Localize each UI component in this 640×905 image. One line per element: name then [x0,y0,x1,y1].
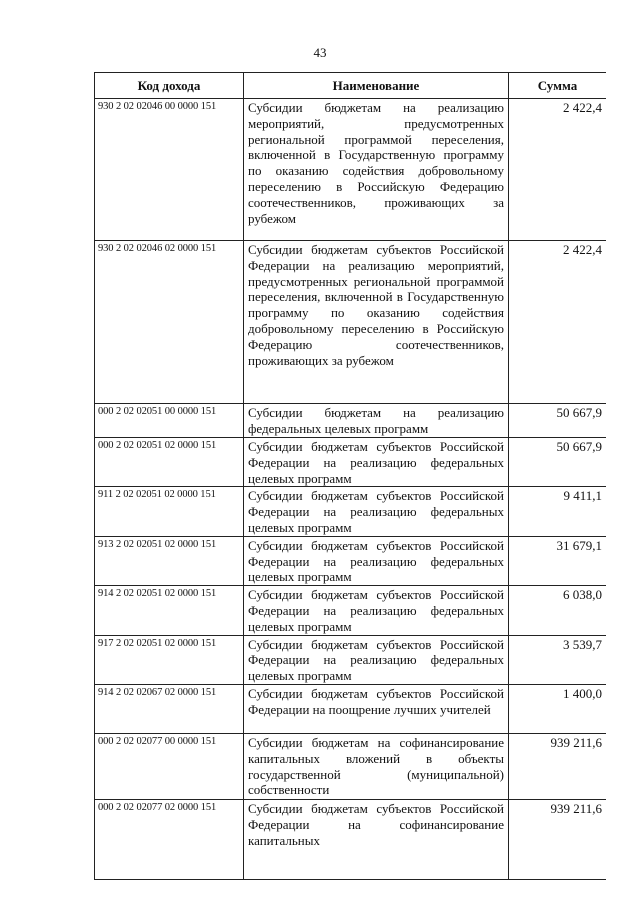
revenue-sum: 9 411,1 [509,487,607,536]
revenue-code: 000 2 02 02051 00 0000 151 [95,404,244,438]
table-row [95,586,607,635]
revenue-name: Субсидии бюджетам на софинансирование капитальных вложений в объекты государственной (муниципальной) собственности [244,733,509,799]
table-row [95,241,607,404]
revenue-sum: 50 667,9 [509,404,607,438]
revenue-name: Субсидии бюджетам субъектов Российской Федерации на софинансирование капитальных [244,799,509,879]
revenue-code: 913 2 02 02051 02 0000 151 [95,536,244,585]
revenue-sum: 2 422,4 [509,99,607,241]
table-row [95,635,607,684]
table-row [95,799,607,879]
table-row [95,733,607,799]
revenue-sum: 939 211,6 [509,733,607,799]
table-row [95,99,607,241]
revenue-name: Субсидии бюджетам субъектов Российской Федерации на реализацию федеральных целевых программ [244,487,509,536]
revenue-sum: 1 400,0 [509,684,607,733]
revenue-name: Субсидии бюджетам субъектов Российской Федерации на реализацию федеральных целевых программ [244,586,509,635]
revenue-sum: 6 038,0 [509,586,607,635]
revenue-code: 914 2 02 02067 02 0000 151 [95,684,244,733]
table-row [95,438,607,487]
column-header-name: Наименование [244,73,509,99]
table-row [95,404,607,438]
column-header-code: Код дохода [95,73,244,99]
table-row [95,684,607,733]
page-number: 43 [313,45,327,60]
revenue-sum: 2 422,4 [509,241,607,404]
column-header-sum: Сумма [509,73,607,99]
revenue-code: 911 2 02 02051 02 0000 151 [95,487,244,536]
revenue-code: 000 2 02 02077 00 0000 151 [95,733,244,799]
revenue-name: Субсидии бюджетам субъектов Российской Федерации на реализацию федеральных целевых программ [244,635,509,684]
revenue-code: 917 2 02 02051 02 0000 151 [95,635,244,684]
revenue-code: 914 2 02 02051 02 0000 151 [95,586,244,635]
revenue-sum: 3 539,7 [509,635,607,684]
revenue-name: Субсидии бюджетам субъектов Российской Федерации на реализацию мероприятий, предусмотренных региональной программой переселения, включенной в Государственную программу по оказанию содействия добровольному переселению в Российскую Федерацию соотечественников, проживающих за рубежом [244,241,509,404]
revenue-sum: 939 211,6 [509,799,607,879]
revenue-table [94,72,606,880]
revenue-code: 930 2 02 02046 00 0000 151 [95,99,244,241]
revenue-table-wrapper [94,72,606,905]
revenue-sum: 31 679,1 [509,536,607,585]
revenue-name: Субсидии бюджетам субъектов Российской Федерации на реализацию федеральных целевых программ [244,536,509,585]
revenue-name: Субсидии бюджетам на реализацию мероприятий, предусмотренных региональной программой переселения, включенной в Государственную программу по оказанию содействия добровольному переселению в Российскую Федерацию соотечественников, проживающих за рубежом [244,99,509,241]
table-header-row [95,73,607,99]
revenue-code: 930 2 02 02046 02 0000 151 [95,241,244,404]
table-row [95,487,607,536]
revenue-code: 000 2 02 02051 02 0000 151 [95,438,244,487]
revenue-name: Субсидии бюджетам на реализацию федеральных целевых программ [244,404,509,438]
revenue-sum: 50 667,9 [509,438,607,487]
table-row [95,536,607,585]
revenue-name: Субсидии бюджетам субъектов Российской Федерации на реализацию федеральных целевых программ [244,438,509,487]
revenue-name: Субсидии бюджетам субъектов Российской Федерации на поощрение лучших учителей [244,684,509,733]
revenue-code: 000 2 02 02077 02 0000 151 [95,799,244,879]
